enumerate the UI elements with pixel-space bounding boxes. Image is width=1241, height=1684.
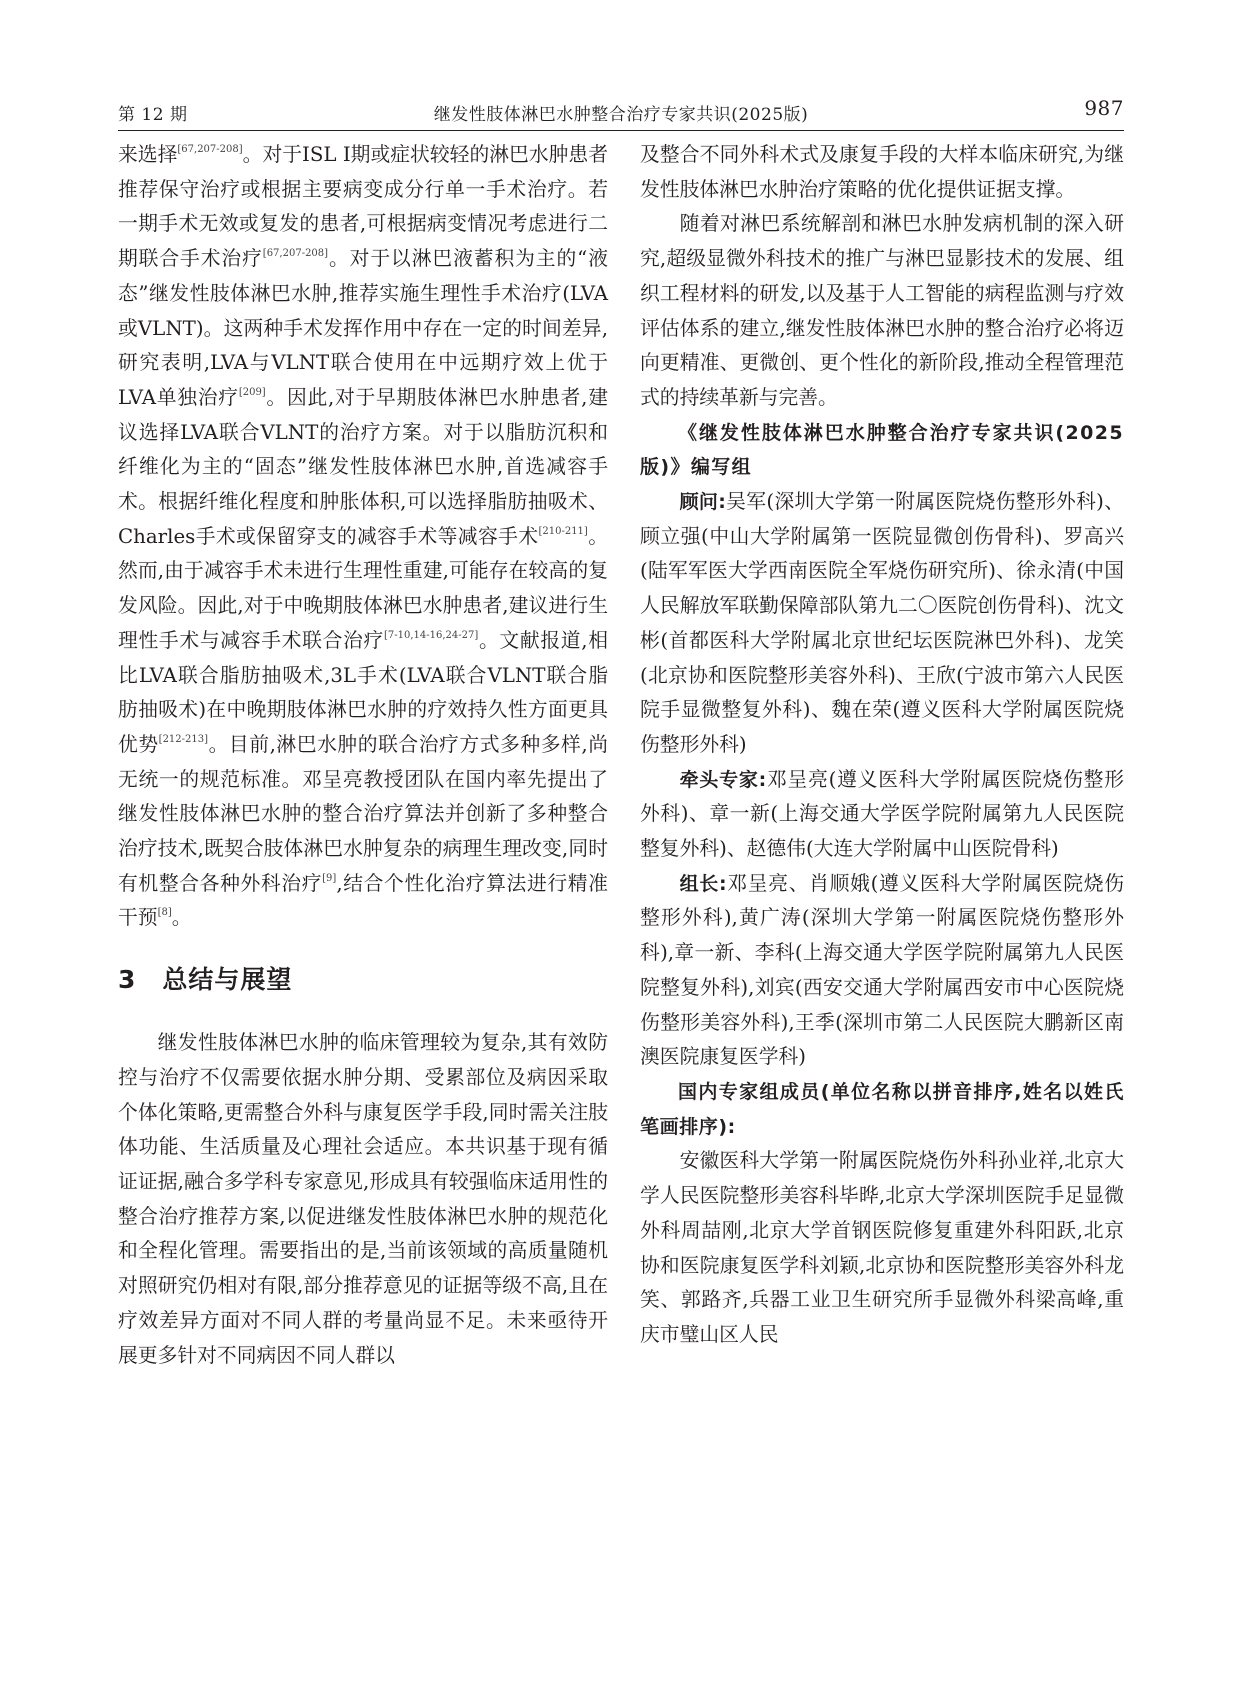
body-paragraph (118, 138, 608, 936)
body-paragraph: 继发性肢体淋巴水肿的临床管理较为复杂,其有效防控与治疗不仅需要依据水肿分期、受累部位及病因采取个体化策略,更需整合外科与康复医学手段,同时需关注肢体功能、生活质量及心理社会适应。本共识基于现有循证证据,融合多学科专家意见,形成具有较强临床适用性的整合治疗推荐方案,以促进继发性肢体淋巴水肿的规范化和全程化管理。需要指出的是,当前该领域的高质量随机对照研究仍相对有限,部分推荐意见的证据等级不高,且在疗效差异方面对不同人群的考量尚显不足。未来亟待开展更多针对不同病因不同人群以 (118, 1031, 608, 1367)
text-run: 。对于ISL Ⅰ期或症状较轻的淋巴水肿患者推荐保守治疗或根据主要病变成分行单一手术治疗。若一期手术无效或复发的患者,可根据病变情况考虑进行二期联合手术治疗 (118, 143, 608, 271)
text-run: 来选择 (118, 143, 178, 166)
members-title: 国内专家组成员(单位名称以拼音排序,姓名以姓氏笔画排序): (640, 1080, 1124, 1138)
citation: [7-10,14-16,24-27] (383, 629, 479, 641)
writing-group-title: 《继发性肢体淋巴水肿整合治疗专家共识(2025版)》编写组 (640, 421, 1124, 479)
section-number: 3 (118, 965, 137, 995)
body-paragraph: 及整合不同外科术式及康复手段的大样本临床研究,为继发性肢体淋巴水肿治疗策略的优化提供证据支撑。 (640, 143, 1124, 201)
left-column (118, 138, 608, 1373)
leads-paragraph (640, 763, 1124, 867)
leads-label: 牵头专家: (679, 768, 767, 791)
text-run: 。对于以淋巴液蓄积为主的“液态”继发性肢体淋巴水肿,推荐实施生理性手术治疗(LVA或VLNT)。这两种手术发挥作用中存在一定的时间差异,研究表明,LVA与VLNT联合使用在中远期疗效上优于LVA单独治疗 (118, 247, 608, 409)
issue-number: 第 12 期 (118, 105, 188, 125)
header-rule (118, 130, 1124, 131)
chairs-paragraph (640, 867, 1124, 1075)
citation: [210-211] (538, 525, 588, 537)
right-column (640, 138, 1124, 1353)
text-run: 。因此,对于早期肢体淋巴水肿患者,建议选择LVA联合VLNT的治疗方案。对于以脂肪沉积和纤维化为主的“固态”继发性肢体淋巴水肿,首选减容手术。根据纤维化程度和肿胀体积,可以选择脂肪抽吸术、Charles手术或保留穿支的减容手术等减容手术 (118, 385, 608, 548)
advisors-list: 吴军(深圳大学第一附属医院烧伤整形外科)、顾立强(中山大学附属第一医院显微创伤骨科)、罗高兴(陆军军医大学西南医院全军烧伤研究所)、徐永清(中国人民解放军联勤保障部队第九二〇医院创伤骨科)、沈文彬(首都医科大学附属北京世纪坛医院淋巴外科)、龙笑(北京协和医院整形美容外科)、王欣(宁波市第六人民医院手显微整复外科)、魏在荣(遵义医科大学附属医院烧伤整形外科) (640, 490, 1125, 756)
body-paragraph: 随着对淋巴系统解剖和淋巴水肿发病机制的深入研究,超级显微外科技术的推广与淋巴显影技术的发展、组织工程材料的研发,以及基于人工智能的病程监测与疗效评估体系的建立,继发性肢体淋巴水肿的整合治疗必将迈向更精准、更微创、更个性化的新阶段,推动全程管理范式的持续革新与完善。 (640, 212, 1124, 409)
text-run: 。目前,淋巴水肿的联合治疗方式多种多样,尚无统一的规范标准。邓呈亮教授团队在国内率先提出了继发性肢体淋巴水肿的整合治疗算法并创新了多种整合治疗技术,既契合肢体淋巴水肿复杂的病理生理改变,同时有机整合各种外科治疗 (118, 732, 608, 895)
advisors-label: 顾问: (679, 491, 726, 514)
advisors-paragraph (640, 485, 1124, 763)
text-run: 。 (171, 906, 192, 930)
citation: [8] (157, 907, 172, 919)
citation: [67,207-208] (177, 144, 243, 155)
citation: [67,207-208] (262, 248, 329, 260)
journal-running-title: 继发性肢体淋巴水肿整合治疗专家共识(2025版) (433, 105, 809, 125)
text-run: 。文献报道,相比LVA联合脂肪抽吸术,3L手术(LVA联合VLNT联合脂肪抽吸术)在中晚期肢体淋巴水肿的疗效持久性方面更具优势 (118, 628, 608, 756)
citation: [9] (322, 872, 337, 884)
citation: [209] (238, 386, 266, 398)
section-heading (118, 964, 608, 996)
leads-list: 邓呈亮(遵义医科大学附属医院烧伤整形外科)、章一新(上海交通大学医学院附属第九人民医院整复外科)、赵德伟(大连大学附属中山医院骨科) (640, 767, 1124, 861)
chairs-label: 组长: (679, 872, 727, 895)
citation: [212-213] (158, 733, 209, 745)
text-run: ,结合个性化治疗算法进行精准干预 (118, 871, 608, 930)
text-run: 。然而,由于减容手术未进行生理性重建,可能存在较高的复发风险。因此,对于中晚期肢体淋巴水肿患者,建议进行生理性手术与减容手术联合治疗 (118, 524, 608, 652)
running-header (118, 96, 1124, 128)
section-title: 总结与展望 (162, 965, 293, 995)
members-list: 安徽医科大学第一附属医院烧伤外科孙业祥,北京大学人民医院整形美容科毕晔,北京大学深圳医院手足显微外科周喆刚,北京大学首钢医院修复重建外科阳跃,北京协和医院康复医学科刘颖,北京协和医院整形美容外科龙笑、郭路齐,兵器工业卫生研究所手显微外科梁高峰,重庆市璧山区人民 (640, 1149, 1124, 1346)
page-number: 987 (1084, 96, 1124, 120)
chairs-list: 邓呈亮、肖顺娥(遵义医科大学附属医院烧伤整形外科),黄广涛(深圳大学第一附属医院烧伤整形外科),章一新、李科(上海交通大学医学院附属第九人民医院整复外科),刘宾(西安交通大学附属西安市中心医院烧伤整形美容外科),王季(深圳市第二人民医院大鹏新区南澳医院康复医学科) (640, 871, 1124, 1069)
